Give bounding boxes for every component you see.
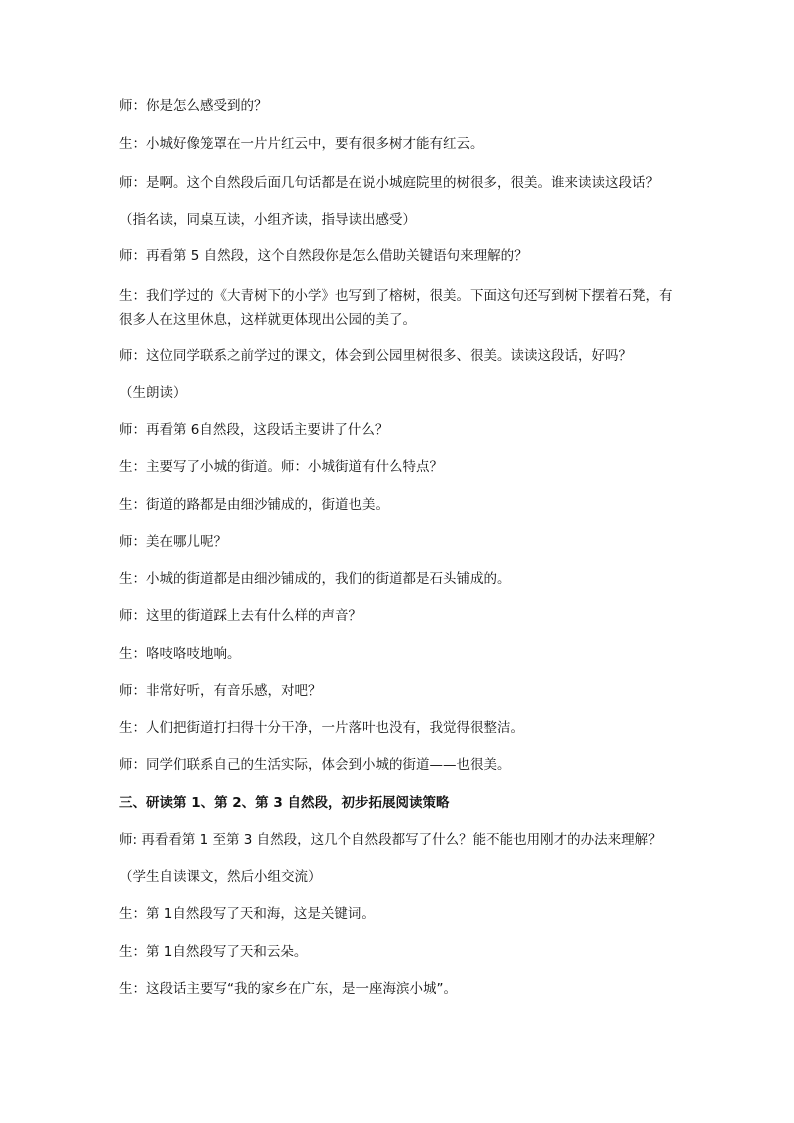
paragraph: 生：小城的街道都是由细沙铺成的，我们的街道都是石头铺成的。 xyxy=(119,571,511,587)
paragraph: 师：再看第 5 自然段，这个自然段你是怎么借助关键语句来理解的？ xyxy=(119,248,528,264)
paragraph: 师：这位同学联系之前学过的课文，体会到公园里树很多、很美。读读这段话，好吗？ xyxy=(119,348,632,364)
paragraph: 生：第 1自然段写了天和海，这是关键词。 xyxy=(119,906,375,922)
paragraph: 生：咯吱咯吱地响。 xyxy=(119,646,241,662)
paragraph: 生：主要写了小城的街道。师：小城街道有什么特点？ xyxy=(119,459,443,475)
paragraph: 师：再看第 6自然段，这段话主要讲了什么？ xyxy=(119,422,389,438)
paragraph: 生：街道的路都是由细沙铺成的，街道也美。 xyxy=(119,497,389,513)
paragraph: （指名读，同桌互读，小组齐读，指导读出感受） xyxy=(119,212,416,228)
paragraph: 师：这里的街道踩上去有什么样的声音？ xyxy=(119,608,362,624)
paragraph: 生：我们学过的《大青树下的小学》也写到了榕树，很美。下面这句还写到树下摆着石凳，有很多人在这里休息，这样就更体现出公园的美了。 xyxy=(119,288,673,328)
paragraph: 师：你是怎么感受到的？ xyxy=(119,98,268,114)
section-heading: 三、研读第 1、第 2、第 3 自然段，初步拓展阅读策略 xyxy=(119,795,450,811)
paragraph: （学生自读课文，然后小组交流） xyxy=(119,869,322,885)
paragraph: 师：非常好听，有音乐感，对吧？ xyxy=(119,683,322,699)
paragraph: 师：是啊。这个自然段后面几句话都是在说小城庭院里的树很多，很美。谁来读读这段话？ xyxy=(119,175,659,191)
paragraph: 师：同学们联系自己的生活实际，体会到小城的街道——也很美。 xyxy=(119,757,511,773)
paragraph: 生：小城好像笼罩在一片片红云中，要有很多树才能有红云。 xyxy=(119,136,484,152)
paragraph: 生：这段话主要写“我的家乡在广东，是一座海滨小城”。 xyxy=(119,981,457,997)
paragraph: 生：人们把街道打扫得十分干净，一片落叶也没有，我觉得很整洁。 xyxy=(119,720,524,736)
paragraph: （生朗读） xyxy=(119,385,187,401)
paragraph: 师: 再看看第 1 至第 3 自然段，这几个自然段都写了什么？能不能也用刚才的办法来理解？ xyxy=(119,832,662,848)
paragraph: 生：第 1自然段写了天和云朵。 xyxy=(119,944,308,960)
paragraph: 师：美在哪儿呢？ xyxy=(119,534,227,550)
